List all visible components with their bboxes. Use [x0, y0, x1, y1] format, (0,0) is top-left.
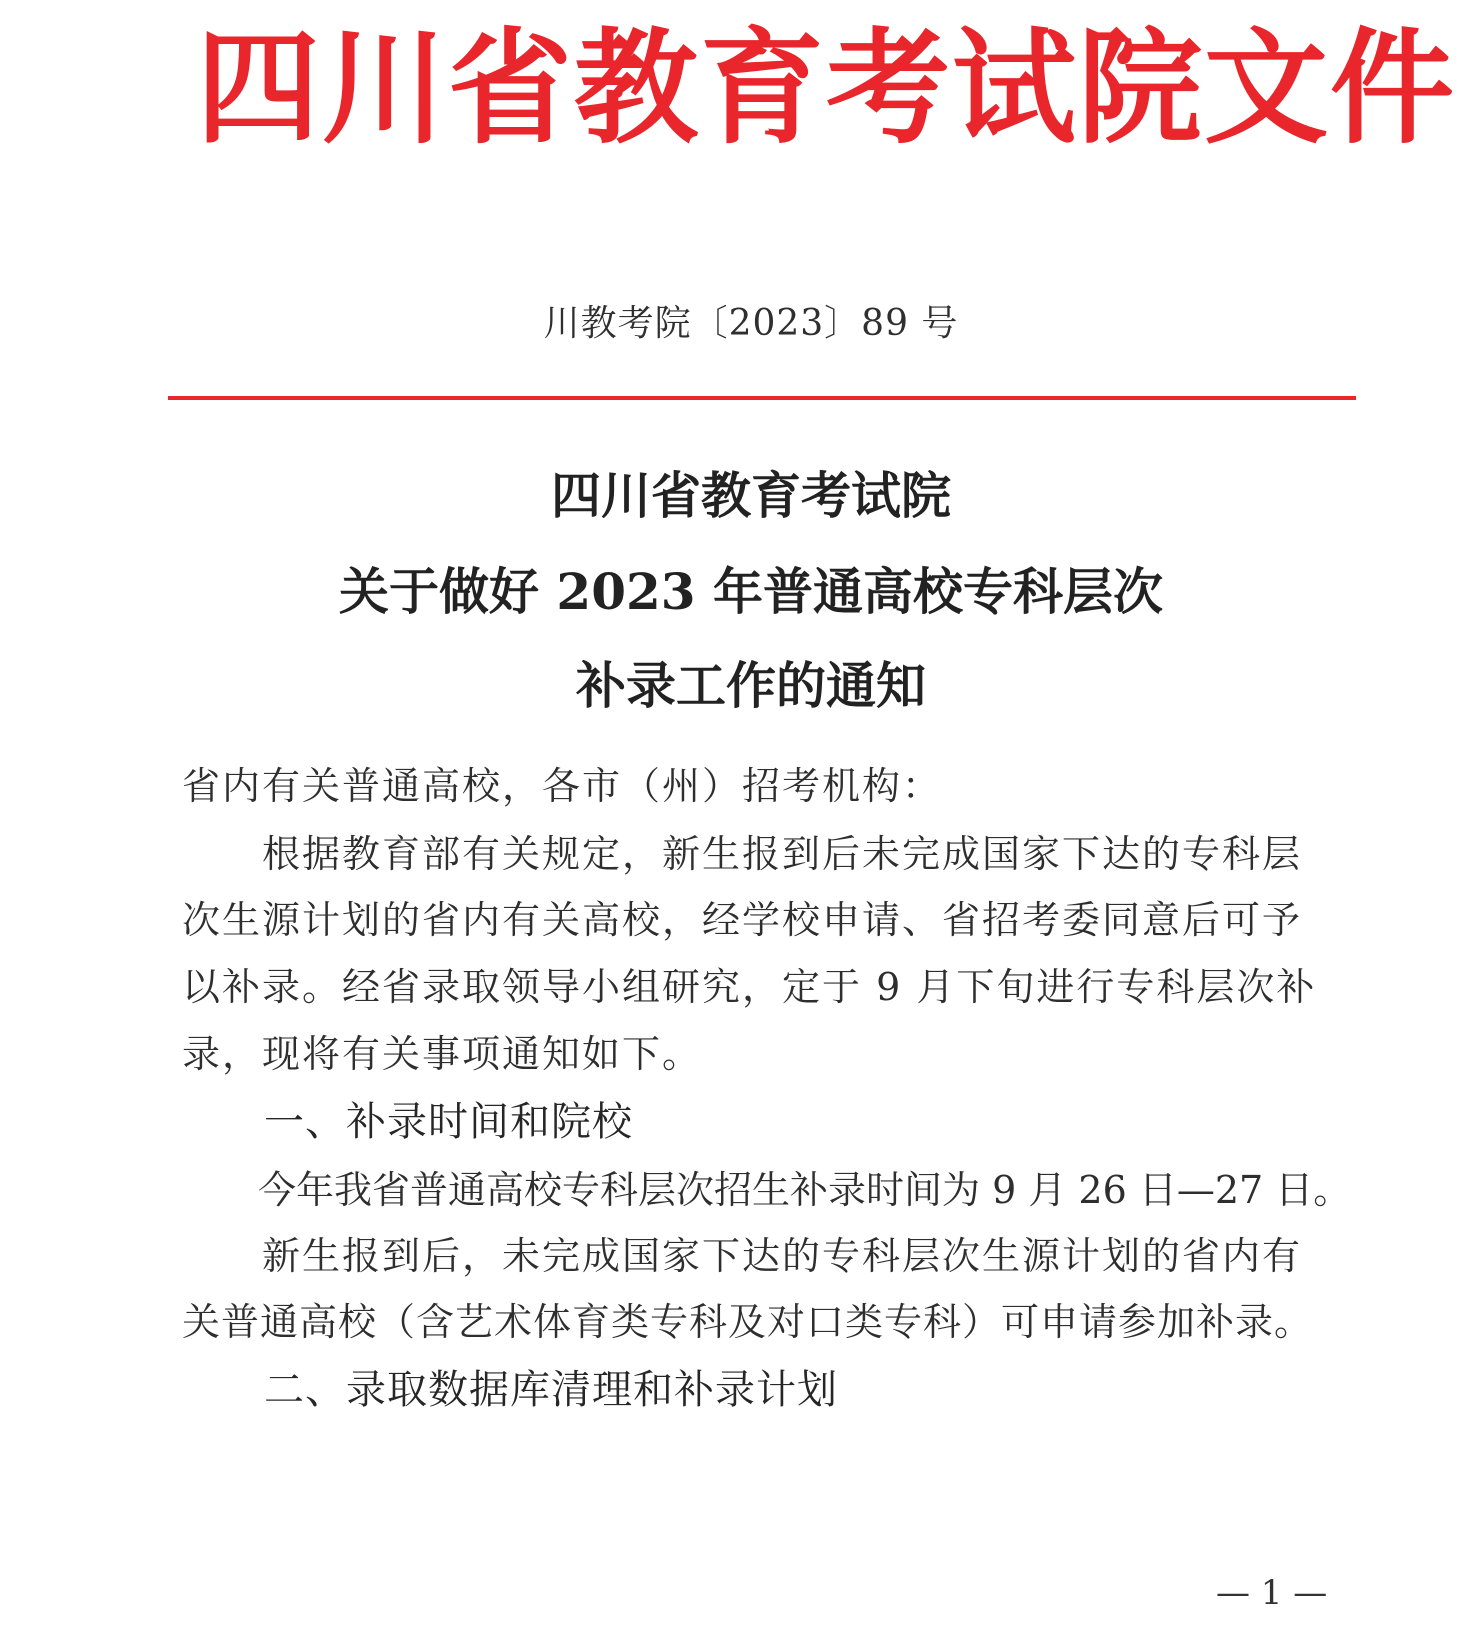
salutation: 省内有关普通高校，各市（州）招考机构： [182, 764, 943, 808]
document-number: 川教考院〔2023〕89 号 [543, 303, 959, 344]
section-1-heading: 一、补录时间和院校 [264, 1099, 633, 1145]
title-line-1: 四川省教育考试院 [551, 466, 951, 525]
intro-line-3: 以补录。经省录取领导小组研究，定于 9 月下旬进行专科层次补 [182, 965, 1317, 1009]
section-2-heading: 二、录取数据库清理和补录计划 [264, 1367, 838, 1413]
section-1-paragraph-2-line-2: 关普通高校（含艺术体育类专科及对口类专科）可申请参加补录。 [182, 1300, 1314, 1344]
intro-line-2: 次生源计划的省内有关高校，经学校申请、省招考委同意后可予 [182, 898, 1303, 942]
title-line-2: 关于做好 2023 年普通高校专科层次 [339, 562, 1163, 621]
masthead: 四川省教育考试院文件 [196, 16, 1457, 161]
title-line-3: 补录工作的通知 [576, 656, 926, 715]
intro-line-4: 录，现将有关事项通知如下。 [182, 1032, 703, 1076]
page-number: — 1 — [1216, 1573, 1328, 1613]
intro-line-1: 根据教育部有关规定，新生报到后未完成国家下达的专科层 [262, 832, 1303, 876]
red-divider [168, 396, 1356, 400]
section-1-paragraph-2-line-1: 新生报到后，未完成国家下达的专科层次生源计划的省内有 [262, 1234, 1303, 1278]
section-1-paragraph-1: 今年我省普通高校专科层次招生补录时间为 9 月 26 日—27 日。 [258, 1168, 1352, 1212]
